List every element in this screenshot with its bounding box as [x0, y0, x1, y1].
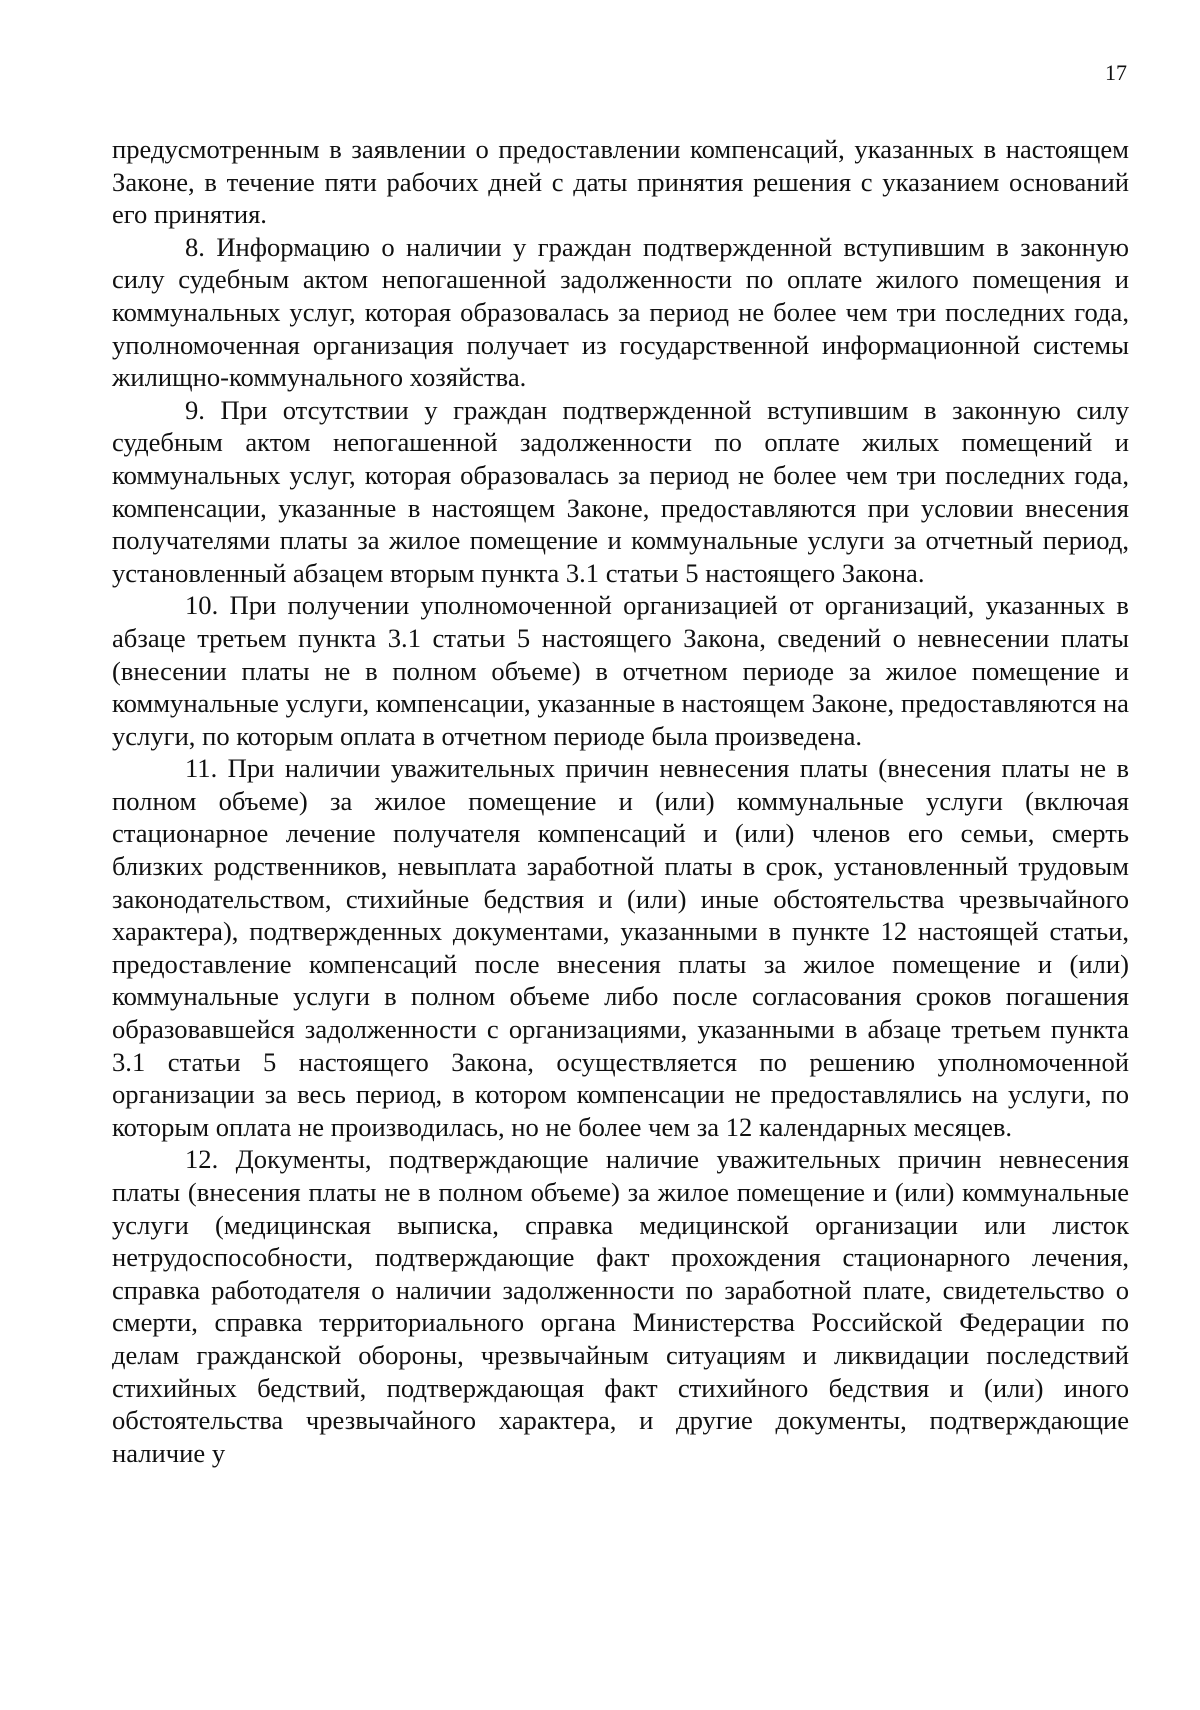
paragraph-item-8: 8. Информацию о наличии у граждан подтвержденной вступившим в законную силу судебным актом непогашенной задолженности по оплате жилого помещения и коммунальных услуг, которая образовалась за период не более чем три последних года, уполномоченная организация получает из государственной информационной системы жилищно-коммунального хозяйства.: [112, 231, 1129, 393]
paragraph-item-11: 11. При наличии уважительных причин невнесения платы (внесения платы не в полном объеме) за жилое помещение и (или) коммунальные услуги (включая стационарное лечение получателя компенсаций и (или) членов его семьи, смерть близких родственников, невыплата заработной платы в срок, установленный трудовым законодательством, стихийные бедствия и (или) иные обстоятельства чрезвычайного характера), подтвержденных документами, указанными в пункте 12 настоящей статьи, предоставление компенсаций после внесения платы за жилое помещение и (или) коммунальные услуги в полном объеме либо после согласования сроков погашения образовавшейся задолженности с организациями, указанными в абзаце третьем пункта 3.1 статьи 5 настоящего Закона, осуществляется по решению уполномоченной организации за весь период, в котором компенсации не предоставлялись на услуги, по которым оплата не производилась, но не более чем за 12 календарных месяцев.: [112, 753, 1129, 1142]
paragraph-item-12: 12. Документы, подтверждающие наличие уважительных причин невнесения платы (внесения платы не в полном объеме) за жилое помещение и (или) коммунальные услуги (медицинская выписка, справка медицинской организации или листок нетрудоспособности, подтверждающие факт прохождения стационарного лечения, справка работодателя о наличии задолженности по заработной плате, свидетельство о смерти, справка территориального органа Министерства Российской Федерации по делам гражданской обороны, чрезвычайным ситуациям и ликвидации последствий стихийных бедствий, подтверждающая факт стихийного бедствия и (или) иного обстоятельства чрезвычайного характера, и другие документы, подтверждающие наличие у: [112, 1144, 1129, 1468]
paragraph-item-9: 9. При отсутствии у граждан подтвержденной вступившим в законную силу судебным актом непогашенной задолженности по оплате жилых помещений и коммунальных услуг, которая образовалась за период не более чем три последних года, компенсации, указанные в настоящем Законе, предоставляются при условии внесения получателями платы за жилое помещение и коммунальные услуги за отчетный период, установленный абзацем вторым пункта 3.1 статьи 5 настоящего Закона.: [112, 394, 1129, 588]
paragraph-item-10: 10. При получении уполномоченной организацией от организаций, указанных в абзаце третьем пункта 3.1 статьи 5 настоящего Закона, сведений о невнесении платы (внесении платы не в полном объеме) в отчетном периоде за жилое помещение и коммунальные услуги, компенсации, указанные в настоящем Законе, предоставляются на услуги, по которым оплата в отчетном периоде была произведена.: [112, 590, 1129, 751]
paragraph-continuation: предусмотренным в заявлении о предоставлении компенсаций, указанных в настоящем Законе, в течение пяти рабочих дней с даты принятия решения с указанием оснований его принятия.: [112, 134, 1129, 230]
document-body: [112, 133, 1129, 1469]
page-number: 17: [1105, 60, 1127, 85]
